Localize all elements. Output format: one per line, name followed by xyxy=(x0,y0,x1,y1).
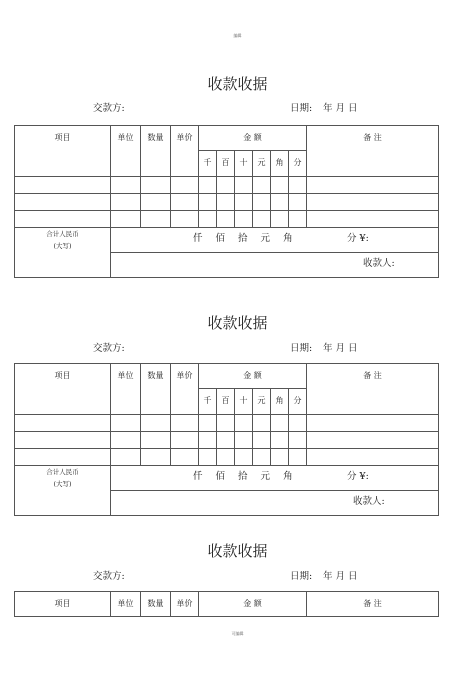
digit-bai: 百 xyxy=(217,389,235,415)
receipt-table xyxy=(14,363,439,516)
date-units: 年 月 日 xyxy=(323,103,358,114)
digit-shi: 十 xyxy=(235,151,253,177)
digit-fen: 分 xyxy=(289,389,307,415)
table-row xyxy=(15,449,439,466)
header-unit: 单位 xyxy=(111,364,141,415)
digit-yuan: 元 xyxy=(253,389,271,415)
table-row xyxy=(15,415,439,432)
receipt-table xyxy=(14,125,439,278)
payer-label: 交款方: xyxy=(93,103,125,114)
page-footer: 可编辑 xyxy=(231,631,244,636)
digit-jiao: 角 xyxy=(271,151,289,177)
date-label: 日期: xyxy=(290,343,313,354)
date-label: 日期: xyxy=(290,103,313,114)
receipt-title: 收款收据 xyxy=(207,75,268,93)
header-quantity: 数量 xyxy=(141,592,171,617)
header-price: 单价 xyxy=(171,364,199,415)
date-label: 日期: xyxy=(290,571,313,582)
date-units: 年 月 日 xyxy=(323,571,358,582)
receiver-row xyxy=(111,491,439,516)
digit-yuan: 元 xyxy=(253,151,271,177)
receiver-label: 收款人: xyxy=(353,496,385,507)
header-price: 单价 xyxy=(171,592,199,617)
header-remark: 备 注 xyxy=(307,592,439,617)
header-quantity: 数量 xyxy=(141,126,171,177)
header-remark: 备 注 xyxy=(307,364,439,415)
header-item: 项目 xyxy=(15,364,111,415)
header-remark: 备 注 xyxy=(307,126,439,177)
total-label-line1: 合计人民币 xyxy=(46,230,79,238)
fen-label: 分 ¥: xyxy=(347,471,369,482)
total-label-line1: 合计人民币 xyxy=(46,468,79,476)
total-label-line2: (大写) xyxy=(53,242,72,251)
receiver-label: 收款人: xyxy=(363,258,395,269)
header-amount: 金 额 xyxy=(199,592,307,617)
header-unit: 单位 xyxy=(111,126,141,177)
total-label-line2: (大写) xyxy=(53,480,72,489)
table-row xyxy=(15,432,439,449)
total-amount-row xyxy=(111,466,439,491)
header-price: 单价 xyxy=(171,126,199,177)
receipt-table xyxy=(14,591,439,617)
header-amount: 金 额 xyxy=(199,364,307,389)
header-unit: 单位 xyxy=(111,592,141,617)
receiver-row xyxy=(111,253,439,278)
total-label xyxy=(15,228,111,278)
table-row xyxy=(15,194,439,211)
date-units: 年 月 日 xyxy=(323,343,358,354)
receipt-title: 收款收据 xyxy=(207,314,268,332)
digit-qian: 千 xyxy=(199,389,217,415)
table-row xyxy=(15,177,439,194)
digit-bai: 百 xyxy=(217,151,235,177)
header-amount: 金 额 xyxy=(199,126,307,151)
fen-label: 分 ¥: xyxy=(347,233,369,244)
header-item: 项目 xyxy=(15,592,111,617)
total-units: 仟 佰 拾 元 角 xyxy=(193,471,293,482)
page-header: 编辑 xyxy=(233,33,242,38)
total-amount-row xyxy=(111,228,439,253)
digit-qian: 千 xyxy=(199,151,217,177)
header-item: 项目 xyxy=(15,126,111,177)
payer-label: 交款方: xyxy=(93,571,125,582)
total-label xyxy=(15,466,111,516)
receipt-title: 收款收据 xyxy=(207,542,268,560)
digit-shi: 十 xyxy=(235,389,253,415)
table-row xyxy=(15,211,439,228)
payer-label: 交款方: xyxy=(93,343,125,354)
digit-fen: 分 xyxy=(289,151,307,177)
total-units: 仟 佰 拾 元 角 xyxy=(193,233,293,244)
header-quantity: 数量 xyxy=(141,364,171,415)
digit-jiao: 角 xyxy=(271,389,289,415)
